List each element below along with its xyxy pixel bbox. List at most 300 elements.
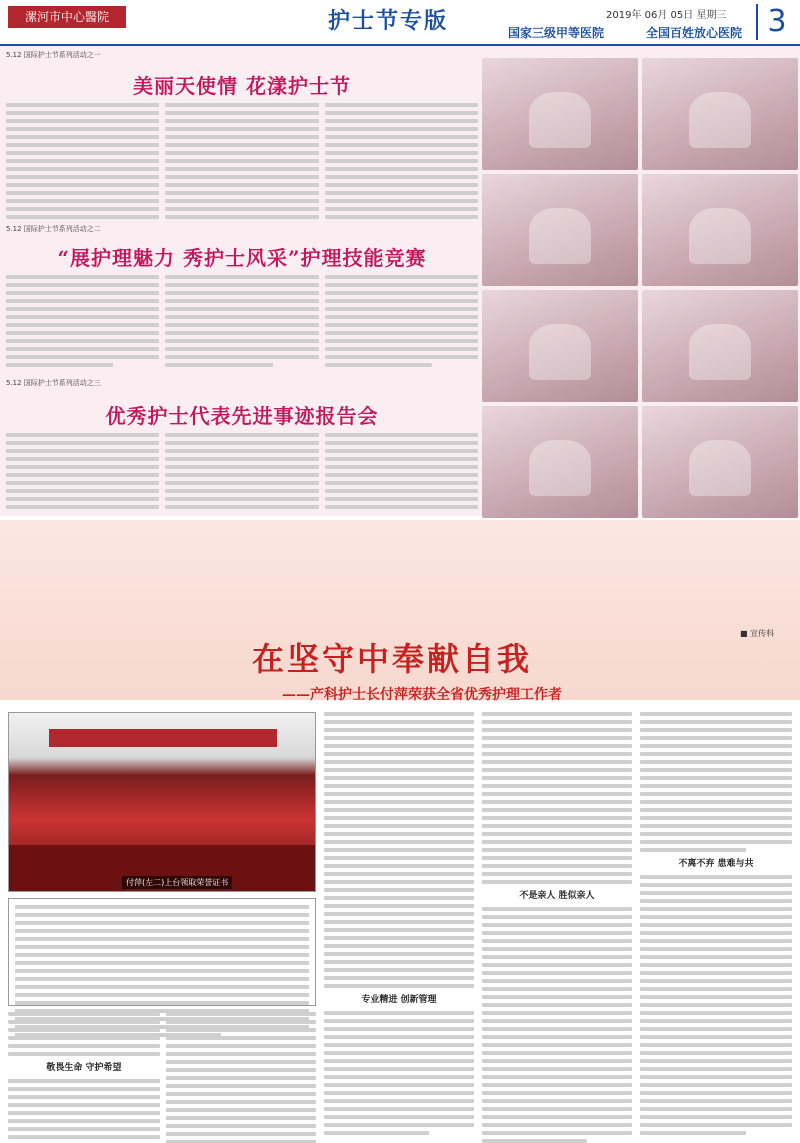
text-line bbox=[324, 1107, 474, 1111]
text-line bbox=[324, 1019, 474, 1023]
text-line bbox=[165, 347, 318, 351]
text-line bbox=[6, 143, 159, 147]
text-column bbox=[325, 275, 478, 367]
text-line bbox=[325, 355, 478, 359]
section-title: 优秀护士代表先进事迹报告会 bbox=[105, 404, 379, 428]
text-line bbox=[6, 449, 159, 453]
text-line bbox=[325, 323, 478, 327]
section-tag: ■ 宣传科 bbox=[740, 629, 775, 638]
section-tag: 5.12 国际护士节系列活动之二 bbox=[6, 225, 101, 233]
text-line bbox=[325, 347, 478, 351]
weekday-text: 星期三 bbox=[696, 10, 727, 21]
text-line bbox=[640, 971, 792, 975]
text-line bbox=[482, 864, 632, 868]
text-line bbox=[324, 880, 474, 884]
text-line bbox=[324, 1067, 474, 1071]
text-line bbox=[6, 473, 159, 477]
event-photo bbox=[482, 290, 638, 402]
text-line bbox=[324, 1131, 429, 1135]
section-title: “展护理魅力 秀护士风采”护理技能竞赛 bbox=[57, 246, 427, 270]
text-line bbox=[324, 960, 474, 964]
text-line bbox=[324, 936, 474, 940]
text-line bbox=[6, 275, 159, 279]
text-line bbox=[165, 473, 318, 477]
text-line bbox=[15, 1001, 309, 1005]
text-line bbox=[8, 1095, 160, 1099]
text-line bbox=[640, 1059, 792, 1063]
text-line bbox=[482, 1051, 632, 1055]
text-line bbox=[640, 840, 792, 844]
text-line bbox=[6, 299, 159, 303]
zone-title: 护士节专版 bbox=[328, 8, 449, 34]
text-line bbox=[165, 143, 318, 147]
text-line bbox=[324, 1075, 474, 1079]
text-line bbox=[324, 896, 474, 900]
text-line bbox=[482, 1059, 632, 1063]
text-line bbox=[165, 215, 318, 219]
text-line bbox=[640, 883, 792, 887]
text-line bbox=[325, 151, 478, 155]
text-line bbox=[640, 720, 792, 724]
text-line bbox=[165, 307, 318, 311]
article-subhead: 不离不弃 患难与共 bbox=[678, 859, 754, 869]
article-subhead: 专业精进 创新管理 bbox=[361, 995, 437, 1005]
text-line bbox=[8, 1111, 160, 1115]
page-number: 3 bbox=[756, 4, 796, 40]
text-line bbox=[166, 1036, 316, 1040]
text-line bbox=[325, 497, 478, 501]
text-line bbox=[640, 1131, 746, 1135]
text-line bbox=[640, 931, 792, 935]
text-line bbox=[482, 1139, 587, 1143]
text-line bbox=[324, 1043, 474, 1047]
article-column bbox=[166, 1012, 316, 1143]
text-line bbox=[324, 864, 474, 868]
text-line bbox=[324, 712, 474, 716]
text-line bbox=[325, 275, 478, 279]
text-line bbox=[6, 465, 159, 469]
text-line bbox=[324, 928, 474, 932]
text-line bbox=[8, 1028, 160, 1032]
text-line bbox=[482, 955, 632, 959]
text-line bbox=[8, 1020, 160, 1024]
article-column bbox=[8, 1012, 160, 1143]
text-line bbox=[6, 481, 159, 485]
section-3 bbox=[6, 378, 478, 516]
text-line bbox=[482, 963, 632, 967]
text-line bbox=[640, 832, 792, 836]
photo-grid bbox=[482, 58, 798, 518]
text-line bbox=[324, 728, 474, 732]
text-line bbox=[15, 921, 309, 925]
text-line bbox=[165, 299, 318, 303]
text-line bbox=[325, 457, 478, 461]
text-line bbox=[325, 473, 478, 477]
text-line bbox=[324, 944, 474, 948]
text-line bbox=[325, 207, 478, 211]
event-photo bbox=[642, 290, 798, 402]
text-line bbox=[325, 299, 478, 303]
text-line bbox=[640, 848, 746, 852]
text-line bbox=[482, 744, 632, 748]
text-line bbox=[6, 283, 159, 287]
text-column bbox=[165, 103, 318, 219]
text-line bbox=[324, 952, 474, 956]
text-line bbox=[166, 1076, 316, 1080]
text-line bbox=[165, 339, 318, 343]
text-column bbox=[325, 433, 478, 513]
text-line bbox=[482, 776, 632, 780]
text-line bbox=[640, 776, 792, 780]
text-column bbox=[6, 275, 159, 367]
section-title: 美丽天使情 花漾护士节 bbox=[133, 74, 351, 98]
text-line bbox=[324, 1035, 474, 1039]
text-line bbox=[165, 481, 318, 485]
text-line bbox=[640, 712, 792, 716]
text-line bbox=[324, 744, 474, 748]
text-line bbox=[15, 961, 309, 965]
text-line bbox=[482, 1011, 632, 1015]
text-line bbox=[324, 840, 474, 844]
text-line bbox=[325, 307, 478, 311]
text-line bbox=[324, 976, 474, 980]
text-line bbox=[482, 931, 632, 935]
event-photo bbox=[642, 174, 798, 286]
text-line bbox=[324, 968, 474, 972]
text-line bbox=[6, 441, 159, 445]
text-line bbox=[165, 127, 318, 131]
text-line bbox=[640, 728, 792, 732]
text-line bbox=[6, 457, 159, 461]
text-line bbox=[165, 191, 318, 195]
text-line bbox=[6, 489, 159, 493]
text-line bbox=[325, 167, 478, 171]
text-line bbox=[324, 1099, 474, 1103]
text-line bbox=[15, 985, 309, 989]
text-line bbox=[15, 945, 309, 949]
text-line bbox=[6, 127, 159, 131]
section-body bbox=[6, 275, 478, 367]
text-line bbox=[482, 1027, 632, 1031]
text-line bbox=[324, 824, 474, 828]
text-line bbox=[166, 1116, 316, 1120]
text-line bbox=[8, 1052, 160, 1056]
text-line bbox=[324, 904, 474, 908]
text-line bbox=[325, 481, 478, 485]
text-line bbox=[482, 1123, 632, 1127]
text-line bbox=[6, 433, 159, 437]
text-line bbox=[482, 1115, 632, 1119]
article-column bbox=[640, 712, 792, 1139]
banner-subheadline: ——产科护士长付萍荣获全省优秀护理工作者 bbox=[282, 687, 562, 703]
text-line bbox=[640, 1003, 792, 1007]
section-1 bbox=[6, 50, 478, 220]
text-line bbox=[640, 744, 792, 748]
text-line bbox=[165, 465, 318, 469]
event-photo bbox=[482, 174, 638, 286]
text-column bbox=[165, 433, 318, 513]
text-line bbox=[640, 915, 792, 919]
text-line bbox=[482, 792, 632, 796]
text-line bbox=[640, 736, 792, 740]
text-line bbox=[324, 1059, 474, 1063]
text-line bbox=[640, 768, 792, 772]
text-line bbox=[325, 331, 478, 335]
text-line bbox=[324, 1115, 474, 1119]
text-line bbox=[324, 784, 474, 788]
event-photo bbox=[482, 406, 638, 518]
text-line bbox=[165, 175, 318, 179]
text-line bbox=[8, 1127, 160, 1131]
text-line bbox=[324, 736, 474, 740]
text-line bbox=[482, 947, 632, 951]
text-line bbox=[640, 1043, 792, 1047]
text-line bbox=[325, 449, 478, 453]
text-line bbox=[482, 872, 632, 876]
text-line bbox=[325, 283, 478, 287]
text-line bbox=[165, 449, 318, 453]
text-line bbox=[6, 307, 159, 311]
text-line bbox=[482, 712, 632, 716]
text-line bbox=[325, 339, 478, 343]
text-line bbox=[324, 768, 474, 772]
photo-caption: 付萍(左二)上台领取荣誉证书 bbox=[122, 876, 232, 889]
text-line bbox=[324, 1091, 474, 1095]
text-line bbox=[482, 923, 632, 927]
section-tag: 5.12 国际护士节系列活动之一 bbox=[6, 51, 101, 59]
text-line bbox=[8, 1135, 160, 1139]
text-line bbox=[482, 880, 632, 884]
text-line bbox=[482, 1091, 632, 1095]
text-column bbox=[6, 433, 159, 513]
text-line bbox=[482, 824, 632, 828]
text-line bbox=[6, 363, 113, 367]
text-line bbox=[15, 953, 309, 957]
text-line bbox=[165, 103, 318, 107]
text-line bbox=[6, 175, 159, 179]
text-column bbox=[6, 103, 159, 219]
text-line bbox=[640, 907, 792, 911]
text-line bbox=[482, 939, 632, 943]
text-line bbox=[324, 856, 474, 860]
text-line bbox=[324, 800, 474, 804]
text-line bbox=[482, 728, 632, 732]
text-line bbox=[640, 963, 792, 967]
text-line bbox=[324, 760, 474, 764]
event-photo bbox=[642, 406, 798, 518]
text-line bbox=[640, 955, 792, 959]
text-line bbox=[165, 315, 318, 319]
text-line bbox=[6, 497, 159, 501]
text-line bbox=[640, 1035, 792, 1039]
text-line bbox=[166, 1052, 316, 1056]
text-line bbox=[482, 856, 632, 860]
text-line bbox=[640, 1051, 792, 1055]
text-line bbox=[482, 995, 632, 999]
text-line bbox=[640, 1011, 792, 1015]
text-line bbox=[165, 363, 272, 367]
article-subhead: 不是亲人 胜似亲人 bbox=[519, 891, 595, 901]
banner-headline: 在坚守中奉献自我 bbox=[252, 640, 533, 678]
text-line bbox=[6, 339, 159, 343]
award-photo bbox=[8, 712, 316, 892]
article-subhead: 敬畏生命 守护希望 bbox=[46, 1063, 122, 1073]
text-line bbox=[482, 987, 632, 991]
text-line bbox=[6, 315, 159, 319]
intro-box bbox=[8, 898, 316, 1006]
hospital-honor: 全国百姓放心医院 bbox=[646, 26, 743, 40]
text-line bbox=[482, 1131, 632, 1135]
text-line bbox=[325, 489, 478, 493]
text-line bbox=[6, 191, 159, 195]
text-line bbox=[165, 355, 318, 359]
text-line bbox=[325, 215, 478, 219]
text-line bbox=[482, 907, 632, 911]
text-line bbox=[15, 905, 309, 909]
text-line bbox=[482, 832, 632, 836]
text-line bbox=[482, 1019, 632, 1023]
text-line bbox=[6, 111, 159, 115]
text-line bbox=[165, 497, 318, 501]
text-line bbox=[166, 1068, 316, 1072]
text-line bbox=[324, 1123, 474, 1127]
text-line bbox=[324, 920, 474, 924]
text-line bbox=[6, 331, 159, 335]
text-line bbox=[640, 1091, 792, 1095]
text-line bbox=[166, 1124, 316, 1128]
text-line bbox=[325, 159, 478, 163]
text-line bbox=[165, 331, 318, 335]
text-line bbox=[324, 720, 474, 724]
text-line bbox=[324, 912, 474, 916]
text-line bbox=[640, 1027, 792, 1031]
text-line bbox=[324, 816, 474, 820]
text-line bbox=[325, 441, 478, 445]
text-line bbox=[324, 984, 474, 988]
text-line bbox=[325, 103, 478, 107]
text-line bbox=[482, 1099, 632, 1103]
text-line bbox=[6, 159, 159, 163]
text-line bbox=[15, 969, 309, 973]
text-line bbox=[482, 840, 632, 844]
text-line bbox=[482, 752, 632, 756]
text-line bbox=[165, 167, 318, 171]
text-line bbox=[640, 891, 792, 895]
text-line bbox=[166, 1020, 316, 1024]
text-line bbox=[165, 433, 318, 437]
text-line bbox=[482, 816, 632, 820]
text-line bbox=[324, 1051, 474, 1055]
text-line bbox=[325, 465, 478, 469]
text-line bbox=[482, 971, 632, 975]
text-line bbox=[640, 1123, 792, 1127]
text-line bbox=[482, 1035, 632, 1039]
text-line bbox=[640, 947, 792, 951]
section-2 bbox=[6, 224, 478, 372]
text-line bbox=[6, 323, 159, 327]
text-line bbox=[324, 888, 474, 892]
text-line bbox=[6, 207, 159, 211]
text-line bbox=[6, 215, 159, 219]
text-line bbox=[166, 1044, 316, 1048]
text-column bbox=[325, 103, 478, 219]
text-line bbox=[640, 816, 792, 820]
section-body bbox=[6, 433, 478, 513]
text-line bbox=[8, 1044, 160, 1048]
text-line bbox=[6, 183, 159, 187]
text-line bbox=[324, 832, 474, 836]
text-line bbox=[640, 760, 792, 764]
text-line bbox=[166, 1108, 316, 1112]
text-line bbox=[8, 1079, 160, 1083]
text-line bbox=[324, 848, 474, 852]
text-line bbox=[166, 1012, 316, 1016]
text-line bbox=[6, 135, 159, 139]
text-line bbox=[482, 1083, 632, 1087]
text-line bbox=[325, 175, 478, 179]
event-photo bbox=[482, 58, 638, 170]
text-line bbox=[482, 1043, 632, 1047]
text-line bbox=[165, 183, 318, 187]
text-line bbox=[325, 119, 478, 123]
text-line bbox=[640, 752, 792, 756]
text-line bbox=[8, 1012, 160, 1016]
text-line bbox=[15, 977, 309, 981]
text-line bbox=[165, 505, 318, 509]
masthead-logo: 漯河市中心醫院 bbox=[8, 6, 126, 28]
text-line bbox=[165, 111, 318, 115]
text-line bbox=[482, 848, 632, 852]
text-line bbox=[324, 792, 474, 796]
text-line bbox=[324, 808, 474, 812]
page-header bbox=[0, 0, 800, 46]
text-line bbox=[8, 1119, 160, 1123]
article-column bbox=[482, 712, 632, 1143]
text-line bbox=[6, 355, 159, 359]
text-line bbox=[6, 119, 159, 123]
section-tag: 5.12 国际护士节系列活动之三 bbox=[6, 379, 101, 387]
text-line bbox=[325, 127, 478, 131]
text-line bbox=[324, 752, 474, 756]
text-line bbox=[165, 199, 318, 203]
text-line bbox=[640, 792, 792, 796]
text-line bbox=[640, 923, 792, 927]
text-line bbox=[165, 135, 318, 139]
text-line bbox=[8, 1036, 160, 1040]
text-line bbox=[166, 1060, 316, 1064]
text-line bbox=[165, 207, 318, 211]
text-line bbox=[6, 103, 159, 107]
text-line bbox=[165, 159, 318, 163]
text-line bbox=[640, 1083, 792, 1087]
text-line bbox=[166, 1092, 316, 1096]
text-line bbox=[6, 167, 159, 171]
text-line bbox=[8, 1103, 160, 1107]
text-line bbox=[324, 776, 474, 780]
text-line bbox=[6, 151, 159, 155]
text-line bbox=[15, 929, 309, 933]
text-line bbox=[482, 760, 632, 764]
hospital-grade: 国家三级甲等医院 bbox=[508, 26, 605, 40]
text-line bbox=[325, 363, 432, 367]
text-line bbox=[324, 1027, 474, 1031]
text-line bbox=[482, 979, 632, 983]
text-line bbox=[640, 899, 792, 903]
text-line bbox=[324, 1083, 474, 1087]
text-line bbox=[6, 347, 159, 351]
text-line bbox=[482, 720, 632, 724]
event-photo bbox=[642, 58, 798, 170]
